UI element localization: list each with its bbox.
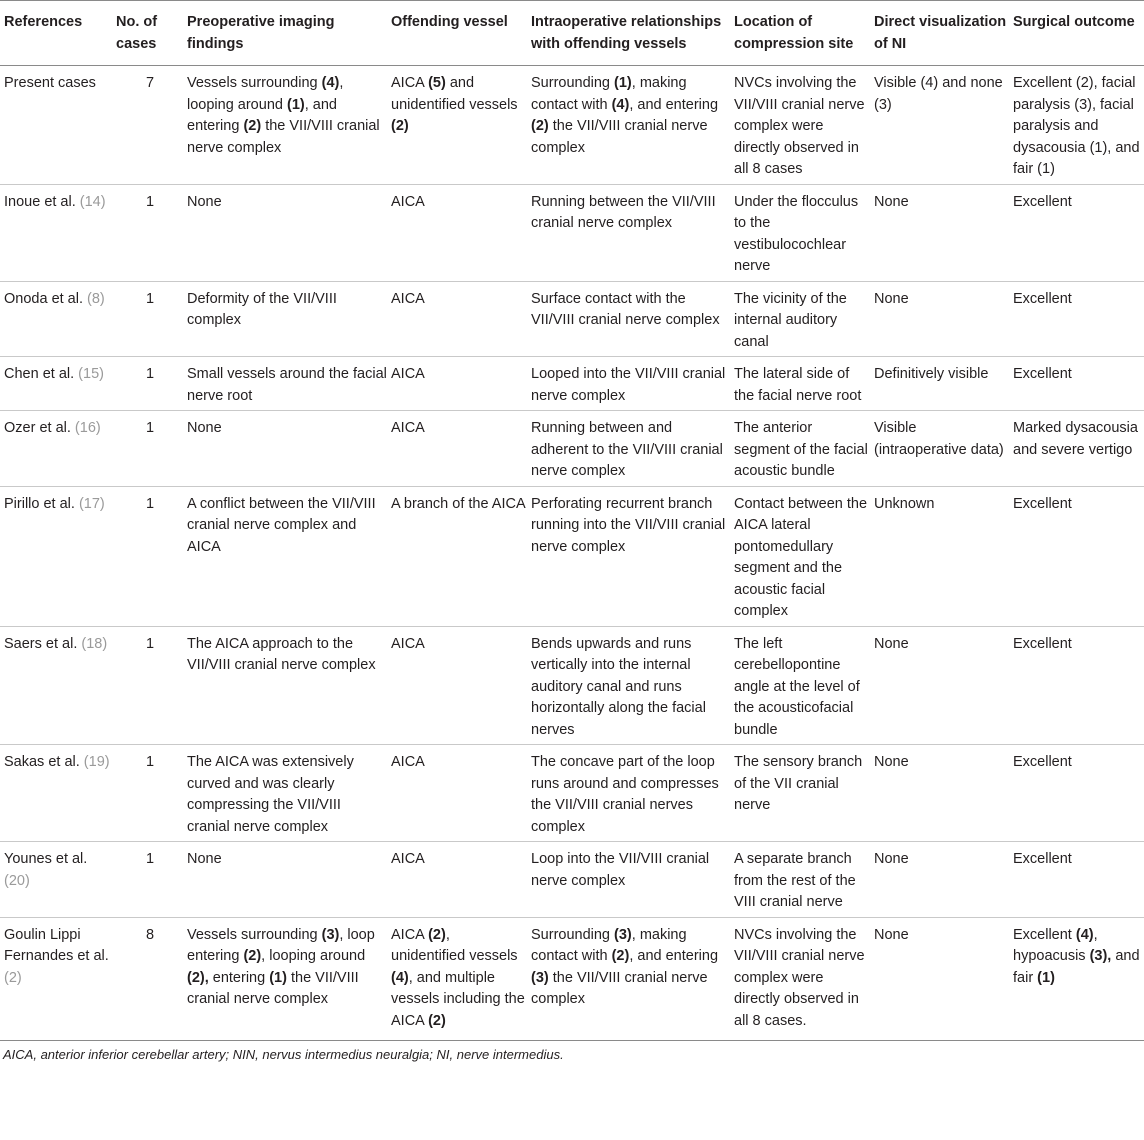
count-emphasis: (5) (428, 75, 446, 91)
count-emphasis: (3), (1089, 948, 1112, 964)
cell-text: AICA (391, 193, 425, 210)
cell-no-of-cases: 1 (112, 281, 183, 357)
cell-surgical-outcome (1009, 357, 1144, 411)
cell-surgical-outcome (1009, 842, 1144, 918)
cell-surgical-outcome (1009, 184, 1144, 281)
cell-text: None (187, 851, 222, 867)
cell-text: AICA (391, 851, 425, 867)
cell-text: Looped into the VII/VIII cranial nerve complex (531, 366, 726, 404)
count-emphasis: (4) (1075, 926, 1094, 943)
count-emphasis: (3) (614, 926, 632, 943)
cell-offending-vessel (387, 411, 527, 487)
cell-no-of-cases: 1 (112, 357, 183, 411)
count-emphasis: (2), (187, 969, 209, 986)
cell-compression-site: The vicinity of the internal auditory canal (730, 281, 870, 357)
cell-reference (0, 357, 112, 411)
cell-offending-vessel (387, 745, 527, 842)
cell-compression-site: NVCs involving the VII/VIII cranial nerve complex were directly observed in all 8 cases. (730, 917, 870, 1041)
cell-text: , looping around (187, 75, 344, 113)
reference-citation-link[interactable]: (15) (78, 366, 104, 382)
cell-surgical-outcome (1009, 745, 1144, 842)
cell-reference (0, 184, 112, 281)
cell-preoperative-imaging (183, 357, 387, 411)
count-emphasis: (2) (243, 118, 262, 134)
cell-text: The concave part of the loop runs around and compresses the VII/VIII cranial nerves complex (531, 754, 719, 835)
cell-direct-visualization: None (870, 184, 1009, 281)
cell-text: and unidentified vessels (391, 75, 518, 113)
cell-intraoperative-relationship (527, 842, 730, 918)
cell-text: , loop entering (187, 926, 375, 964)
cell-direct-visualization: Definitively visible (870, 357, 1009, 411)
header-location-of-compression: Location of compression site (730, 1, 870, 66)
cell-text: AICA (391, 420, 425, 436)
cell-text: , unidentified vessels (391, 926, 518, 964)
cell-text: Excellent (1013, 366, 1072, 382)
cell-text: Surrounding (531, 926, 615, 943)
count-emphasis: (4) (321, 75, 340, 91)
cell-compression-site: The sensory branch of the VII cranial nerve (730, 745, 870, 842)
cell-text: entering (208, 969, 270, 986)
cell-intraoperative-relationship (527, 357, 730, 411)
cell-text: , hypoacusis (1013, 926, 1098, 964)
cell-reference (0, 745, 112, 842)
cell-text: Excellent (1013, 193, 1072, 210)
cell-offending-vessel (387, 281, 527, 357)
reference-citation-link[interactable]: (16) (74, 420, 101, 436)
cell-intraoperative-relationship (527, 745, 730, 842)
table-row (0, 411, 1144, 487)
cell-compression-site: The left cerebellopontine angle at the level of the acousticofacial bundle (730, 626, 870, 745)
cell-reference (0, 66, 112, 185)
cell-preoperative-imaging (183, 411, 387, 487)
cell-text: None (187, 193, 222, 210)
cell-offending-vessel (387, 842, 527, 918)
cell-compression-site: NVCs involving the VII/VIII cranial nerve complex were directly observed in all 8 cases (730, 66, 870, 185)
cell-direct-visualization: None (870, 626, 1009, 745)
cell-text: and fair (1013, 948, 1140, 986)
cell-surgical-outcome (1009, 486, 1144, 626)
cell-text: Excellent (1013, 926, 1076, 943)
cell-text: Running between the VII/VIII cranial nerve complex (531, 193, 716, 231)
cell-text: Small vessels around the facial nerve root (187, 366, 387, 404)
cell-compression-site: Contact between the AICA lateral pontomedullary segment and the acoustic facial complex (730, 486, 870, 626)
cell-text: the VII/VIII cranial nerve complex (187, 118, 380, 156)
cell-no-of-cases: 1 (112, 745, 183, 842)
reference-citation-link[interactable]: (20) (4, 872, 30, 889)
count-emphasis: (2) (243, 948, 262, 964)
cell-text: Vessels surrounding (187, 926, 322, 943)
cell-text: Excellent (1013, 495, 1072, 512)
table-row (0, 917, 1144, 1041)
count-emphasis: (3) (531, 969, 549, 986)
cell-text: , and multiple vessels including the AICA (391, 969, 525, 1029)
cell-intraoperative-relationship (527, 626, 730, 745)
cell-reference (0, 842, 112, 918)
table-row (0, 486, 1144, 626)
count-emphasis: (4) (391, 969, 409, 986)
reference-authors: Sakas et al. (4, 754, 84, 770)
cell-text: Vessels surrounding (187, 75, 322, 91)
cell-text: Excellent (1013, 754, 1072, 770)
cell-text: Surface contact with the VII/VIII cranial nerve complex (531, 290, 720, 328)
header-direct-visualization: Direct visualization of NI (870, 1, 1009, 66)
table-row (0, 281, 1144, 357)
cell-direct-visualization: None (870, 745, 1009, 842)
header-references: References (0, 1, 112, 66)
cell-surgical-outcome (1009, 917, 1144, 1041)
cell-text: Excellent (1013, 290, 1072, 307)
cell-preoperative-imaging (183, 626, 387, 745)
cell-surgical-outcome (1009, 66, 1144, 185)
table-row (0, 357, 1144, 411)
reference-authors: Saers et al. (4, 635, 82, 652)
count-emphasis: (4) (611, 96, 630, 113)
cell-text: None (187, 420, 222, 436)
reference-authors: Goulin Lippi Fernandes et al. (4, 926, 109, 964)
cell-offending-vessel (387, 184, 527, 281)
cell-text: the VII/VIII cranial nerve complex (531, 969, 708, 1007)
reference-authors: Onoda et al. (4, 290, 88, 307)
count-emphasis: (1) (286, 96, 305, 113)
cell-direct-visualization: Unknown (870, 486, 1009, 626)
cell-preoperative-imaging (183, 842, 387, 918)
cell-text: Excellent (2), facial paralysis (3), facial paralysis and dysacousia (1), and fair (1) (1013, 75, 1140, 177)
cell-text: , and entering (187, 96, 337, 134)
cell-no-of-cases: 7 (112, 66, 183, 185)
cell-intraoperative-relationship (527, 917, 730, 1041)
cell-preoperative-imaging (183, 745, 387, 842)
table-row (0, 184, 1144, 281)
cell-compression-site: The lateral side of the facial nerve root (730, 357, 870, 411)
cell-text: Marked dysacousia and severe vertigo (1013, 420, 1138, 458)
cell-text: Bends upwards and runs vertically into the internal auditory canal and runs horizontally along the facial nerves (531, 635, 706, 738)
count-emphasis: (1) (1037, 969, 1055, 986)
cell-surgical-outcome (1009, 281, 1144, 357)
count-emphasis: (2) (391, 118, 409, 134)
cell-preoperative-imaging (183, 281, 387, 357)
reference-citation-link[interactable]: (2) (4, 969, 22, 986)
cell-intraoperative-relationship (527, 411, 730, 487)
cell-no-of-cases: 1 (112, 184, 183, 281)
cell-intraoperative-relationship (527, 184, 730, 281)
cell-preoperative-imaging (183, 66, 387, 185)
cell-preoperative-imaging (183, 486, 387, 626)
cell-surgical-outcome (1009, 411, 1144, 487)
cell-intraoperative-relationship (527, 281, 730, 357)
reference-authors: Chen et al. (4, 366, 79, 382)
cell-text: Excellent (1013, 635, 1072, 652)
cell-reference (0, 486, 112, 626)
count-emphasis: (1) (269, 969, 287, 986)
cell-offending-vessel (387, 486, 527, 626)
cell-reference (0, 281, 112, 357)
cell-direct-visualization: None (870, 917, 1009, 1041)
reference-citation-link[interactable]: (14) (79, 193, 106, 210)
cell-no-of-cases: 1 (112, 842, 183, 918)
table-row (0, 842, 1144, 918)
cell-text: AICA (391, 635, 425, 652)
count-emphasis: (2) (428, 926, 446, 943)
cell-no-of-cases: 1 (112, 411, 183, 487)
cell-text: Excellent (1013, 851, 1072, 867)
cell-text: AICA (391, 366, 425, 382)
cell-offending-vessel (387, 66, 527, 185)
cell-text: A branch of the AICA (391, 495, 526, 512)
cell-offending-vessel (387, 357, 527, 411)
reference-authors: Ozer et al. (4, 420, 75, 436)
cell-intraoperative-relationship (527, 486, 730, 626)
count-emphasis: (2) (531, 118, 549, 134)
cell-preoperative-imaging (183, 184, 387, 281)
cell-text: AICA (391, 926, 429, 943)
cell-text: The AICA was extensively curved and was clearly compressing the VII/VIII cranial nerve complex (187, 754, 354, 835)
cell-text: AICA (391, 290, 425, 307)
header-no-of-cases: No. of cases (112, 1, 183, 66)
reference-citation-link[interactable]: (18) (81, 635, 108, 652)
cell-text: the VII/VIII cranial nerve complex (187, 969, 359, 1007)
cell-intraoperative-relationship (527, 66, 730, 185)
header-intraoperative-relationships: Intraoperative relationships with offending vessels (527, 1, 730, 66)
cell-text: , making contact with (531, 75, 687, 113)
reference-citation-link[interactable]: (19) (83, 754, 110, 770)
cell-text: Running between and adherent to the VII/VIII cranial nerve complex (531, 420, 723, 479)
cell-direct-visualization: Visible (intraoperative data) (870, 411, 1009, 487)
cell-text: AICA (391, 75, 429, 91)
table-row (0, 745, 1144, 842)
table-footnote: AICA, anterior inferior cerebellar artery; NIN, nervus intermedius neuralgia; NI, nerve intermedius. (3, 1047, 564, 1062)
cell-no-of-cases: 8 (112, 917, 183, 1041)
cell-offending-vessel (387, 626, 527, 745)
header-preoperative-imaging: Preoperative imaging findings (183, 1, 387, 66)
cell-compression-site: A separate branch from the rest of the VIII cranial nerve (730, 842, 870, 918)
cell-text: A conflict between the VII/VIII cranial nerve complex and AICA (187, 495, 376, 555)
cell-compression-site: The anterior segment of the facial acoustic bundle (730, 411, 870, 487)
cell-offending-vessel (387, 917, 527, 1041)
cell-text: Deformity of the VII/VIII complex (187, 290, 337, 328)
cell-preoperative-imaging (183, 917, 387, 1041)
cell-text: The AICA approach to the VII/VIII cranial nerve complex (187, 635, 376, 673)
reference-authors: Pirillo et al. (4, 495, 79, 512)
cell-text: , making contact with (531, 926, 687, 964)
reference-authors: Younes et al. (4, 851, 88, 867)
reference-citation-link[interactable]: (17) (78, 495, 105, 512)
cell-text: the VII/VIII cranial nerve complex (531, 118, 708, 156)
reference-authors: Present cases (4, 75, 96, 91)
count-emphasis: (3) (321, 926, 340, 943)
reference-authors: Inoue et al. (4, 193, 80, 210)
cell-text: Surrounding (531, 75, 615, 91)
reference-citation-link[interactable]: (8) (87, 290, 105, 307)
header-offending-vessel: Offending vessel (387, 1, 527, 66)
count-emphasis: (2) (611, 948, 630, 964)
count-emphasis: (1) (614, 75, 632, 91)
cell-text: AICA (391, 754, 425, 770)
cell-text: , and entering (629, 96, 719, 113)
header-surgical-outcome: Surgical outcome (1009, 1, 1144, 66)
cell-text: Loop into the VII/VIII cranial nerve complex (531, 851, 710, 889)
cell-no-of-cases: 1 (112, 626, 183, 745)
cell-reference (0, 626, 112, 745)
table-row (0, 626, 1144, 745)
cell-no-of-cases: 1 (112, 486, 183, 626)
count-emphasis: (2) (428, 1012, 446, 1029)
cell-text: , and entering (629, 948, 719, 964)
cell-reference (0, 917, 112, 1041)
table-body (0, 66, 1144, 1041)
table-row (0, 66, 1144, 185)
cell-direct-visualization: None (870, 842, 1009, 918)
cell-text: Perforating recurrent branch running into the VII/VIII cranial nerve complex (531, 495, 726, 555)
header-row (0, 1, 1144, 66)
cell-text: , looping around (261, 948, 366, 964)
cell-direct-visualization: None (870, 281, 1009, 357)
cell-compression-site: Under the flocculus to the vestibulocochlear nerve (730, 184, 870, 281)
cell-reference (0, 411, 112, 487)
cell-surgical-outcome (1009, 626, 1144, 745)
cell-direct-visualization: Visible (4) and none (3) (870, 66, 1009, 185)
